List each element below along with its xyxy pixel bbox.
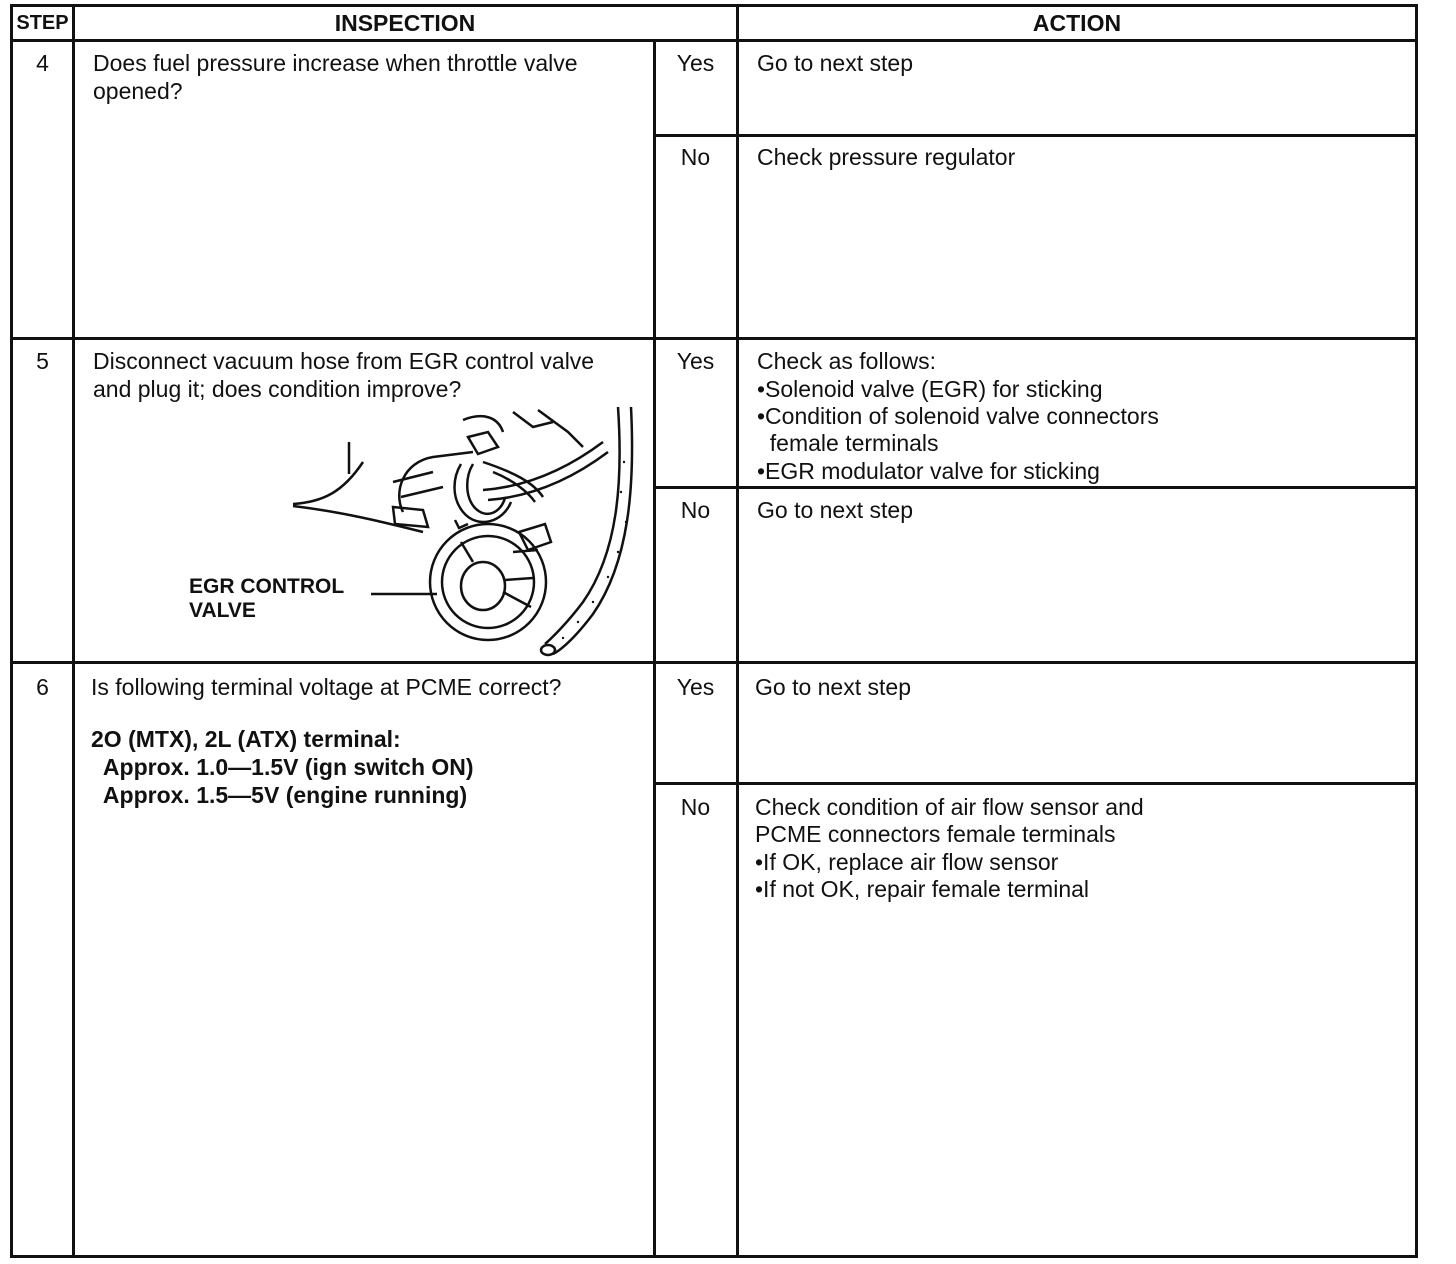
inspection-text: Does fuel pressure increase when throttle valve — [93, 50, 578, 76]
no-label: No — [680, 497, 711, 523]
illustration-label: VALVE — [189, 599, 256, 622]
action-text: Check condition of air flow sensor and — [755, 794, 1144, 820]
divider-header — [13, 39, 1415, 42]
yes-label: Yes — [676, 50, 715, 76]
action-text: Go to next step — [755, 674, 911, 700]
voltage-spec: 2O (MTX), 2L (ATX) terminal: — [91, 726, 401, 752]
inspection-text: and plug it; does condition improve? — [93, 376, 462, 402]
inspection-text: Is following terminal voltage at PCME correct? — [91, 674, 562, 700]
action-text: •If OK, replace air flow sensor — [755, 849, 1059, 875]
action-text: •Condition of solenoid valve connectors — [757, 403, 1159, 429]
inspection-text: Disconnect vacuum hose from EGR control valve — [93, 348, 595, 374]
no-label: No — [680, 794, 711, 820]
divider-step-col — [72, 7, 75, 1255]
action-text: PCME connectors female terminals — [755, 821, 1116, 847]
divider-step6-yesno — [655, 782, 1415, 785]
divider-yesno-col — [653, 41, 656, 1255]
header-inspection: INSPECTION — [334, 10, 476, 36]
diagnosis-table — [10, 4, 1418, 1258]
action-text: Go to next step — [757, 50, 913, 76]
egr-control-valve-illustration — [283, 402, 643, 662]
step-number: 5 — [36, 348, 49, 374]
yes-label: Yes — [676, 674, 715, 700]
action-text: Check pressure regulator — [757, 144, 1016, 170]
inspection-text: opened? — [93, 78, 183, 104]
voltage-spec: Approx. 1.5—5V (engine running) — [91, 782, 468, 808]
step-number: 4 — [36, 50, 49, 76]
action-text: Check as follows: — [757, 348, 936, 374]
action-text: Go to next step — [757, 497, 913, 523]
divider-action-col — [736, 7, 739, 1255]
divider-step4-step5 — [13, 337, 1415, 340]
no-label: No — [680, 144, 711, 170]
action-text: female terminals — [757, 430, 939, 456]
header-step: STEP — [16, 12, 69, 34]
divider-step5-step6 — [13, 661, 1415, 664]
action-text: •EGR modulator valve for sticking — [757, 458, 1100, 484]
action-text: •Solenoid valve (EGR) for sticking — [757, 376, 1103, 402]
yes-label: Yes — [676, 348, 715, 374]
divider-step4-yesno — [655, 134, 1415, 137]
divider-step5-yesno — [655, 486, 1415, 489]
header-action: ACTION — [1032, 10, 1122, 36]
action-text: •If not OK, repair female terminal — [755, 876, 1090, 902]
step-number: 6 — [36, 674, 49, 700]
illustration-label: EGR CONTROL — [189, 575, 345, 598]
voltage-spec: Approx. 1.0—1.5V (ign switch ON) — [91, 754, 474, 780]
